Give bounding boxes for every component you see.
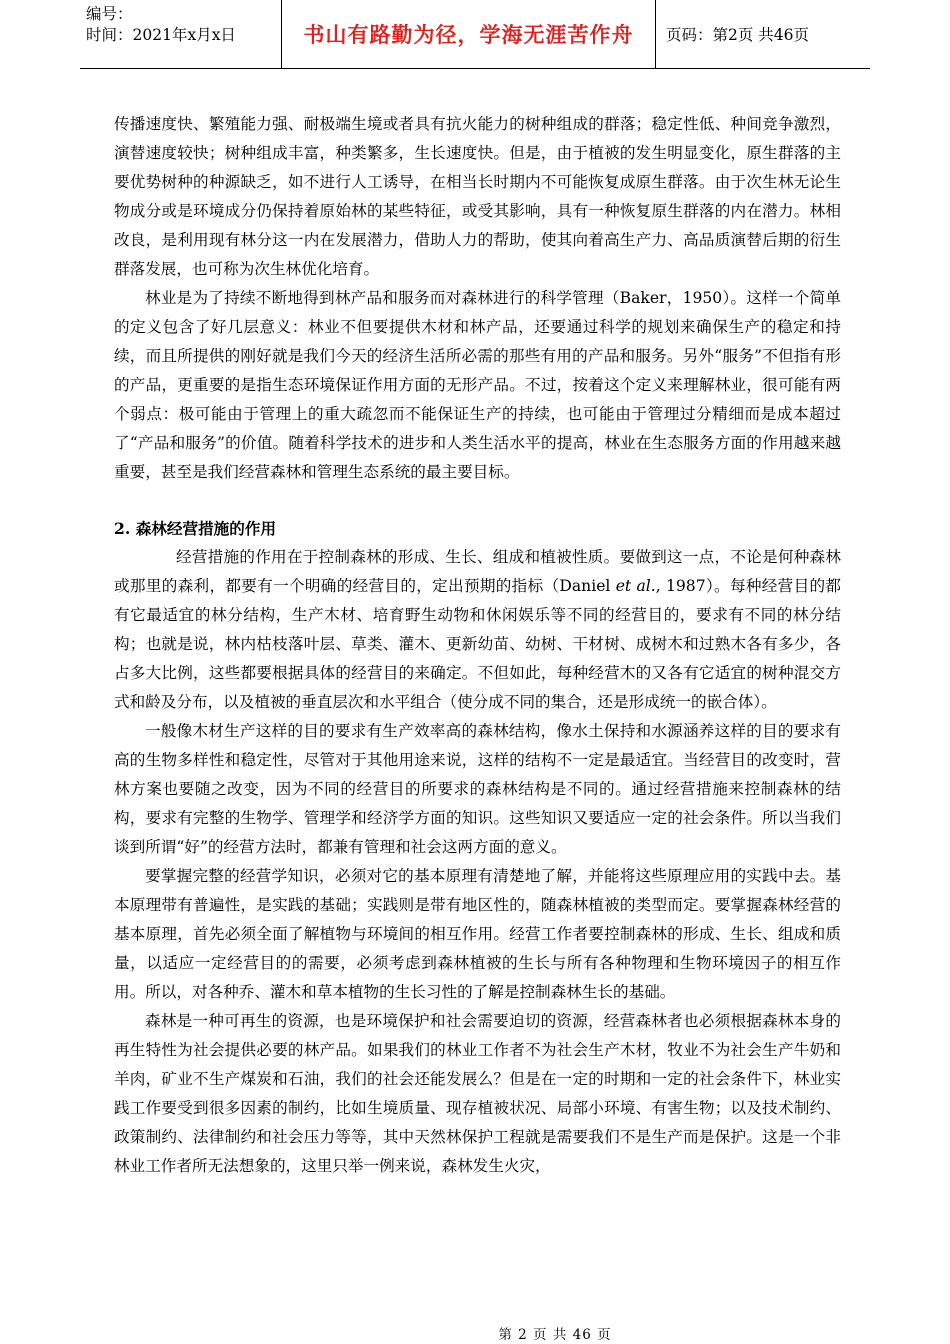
paragraph: 森林是一种可再生的资源，也是环境保护和社会需要迫切的资源，经营森林者也必须根据森林本身的再生特性为社会提供必要的林产品。如果我们的林业工作者不为社会生产木材，牧业不为社会生产牛奶和羊肉，矿业不生产煤炭和石油，我们的社会还能发展么？但是在一定的时期和一定的社会条件下，林业实践工作要受到很多因素的制约，比如生境质量、现存植被状况、局部小环境、有害生物；以及技术制约、政策制约、法律制约和社会压力等等，其中天然林保护工程就是需要我们不是生产而是保护。这是一个非林业工作者所无法想象的，这里只举一例来说，森林发生火灾， xyxy=(114,1012,841,1175)
paragraph: 一般像木材生产这样的目的要求有生产效率高的森林结构，像水土保持和水源涵养这样的目的要求有高的生物多样性和稳定性，尽管对于其他用途来说，这样的结构不一定是最适宜。当经营目的改变时，营林方案也要随之改变，因为不同的经营目的所要求的森林结构是不同的。通过经营措施来控制森林的结构，要求有完整的生物学、管理学和经济学方面的知识。这些知识又要适应一定的社会条件。所以当我们谈到所谓“好”的经营方法时，都兼有管理和社会这两方面的意义。 xyxy=(114,722,841,856)
page-footer: 第 2 页 共 46 页 xyxy=(498,1327,612,1343)
paragraph: 林业是为了持续不断地得到林产品和服务而对森林进行的科学管理（Baker，1950）。这样一个简单的定义包含了好几层意义：林业不但要提供木材和林产品，还要通过科学的规划来确保生产的稳定和持续，而且所提供的刚好就是我们今天的经济生活所必需的那些有用的产品和服务。另外“服务”不但指有形的产品，更重要的是指生态环境保证作用方面的无形产品。不过，按着这个定义来理解林业，很可能有两个弱点：极可能由于管理上的重大疏忽而不能保证生产的持续，也可能由于管理过分精细而是成本超过了“产品和服务”的价值。随着科学技术的进步和人类生活水平的提高，林业在生态服务方面的作用越来越重要，甚至是我们经营森林和管理生态系统的最主要目标。 xyxy=(114,289,841,481)
paragraph: 要掌握完整的经营学知识，必须对它的基本原理有清楚地了解，并能将这些原理应用的实践中去。基本原理带有普遍性，是实践的基础；实践则是带有地区性的，随森林植被的类型而定。要掌握森林经营的基本原理，首先必须全面了解植物与环境间的相互作用。经营工作者要控制森林的形成、生长、组成和质量，以适应一定经营目的的需要，必须考虑到森林植被的生长与所有各种物理和生物环境因子的相互作用。所以，对各种乔、灌木和草本植物的生长习性的了解是控制森林生长的基础。 xyxy=(114,867,841,1001)
header-motto: 书山有路勤为径，学海无涯苦作舟 xyxy=(282,0,656,68)
paragraph: 经营措施的作用在于控制森林的形成、生长、组成和植被性质。要做到这一点，不论是何种森林或那里的森利，都要有一个明确的经营目的，定出预期的指标（Daniel et al., 1987）。每种经营目的都有它最适宜的林分结构，生产木材、培育野生动物和休闲娱乐等不同的经营目的，要求有不同的林分结构；也就是说，林内枯枝落叶层、草类、灌木、更新幼苗、幼树、干材树、成树木和过熟木各有多少，各占多大比例，这些都要根据具体的经营目的来确定。不但如此，每种经营木的又各有它适宜的树种混交方式和龄及分布，以及植被的垂直层次和水平组合（使分成不同的集合，还是形成统一的嵌合体）。 xyxy=(114,548,841,711)
document-body xyxy=(114,110,841,1181)
paragraph: 传播速度快、繁殖能力强、耐极端生境或者具有抗火能力的树种组成的群落；稳定性低、种间竞争激烈，演替速度较快；树种组成丰富，种类繁多，生长速度快。但是，由于植被的发生明显变化，原生群落的主要优势树种的种源缺乏，如不进行人工诱导，在相当长时期内不可能恢复成原生群落。由于次生林无论生物成分或是环境成分仍保持着原始林的某些特征，或受其影响，具有一种恢复原生群落的内在潜力。林相改良，是利用现有林分这一内在发展潜力，借助人力的帮助，使其向着高生产力、高品质演替后期的衍生群落发展，也可称为次生林优化培育。 xyxy=(114,115,841,278)
document-number-label: 编号： xyxy=(86,5,133,23)
header-page-info: 页码：第2页 共46页 xyxy=(666,26,810,44)
page-header xyxy=(80,0,870,69)
header-meta xyxy=(80,0,282,68)
document-time: 时间：2021年x月x日 xyxy=(86,26,236,44)
section-heading: 2. 森林经营措施的作用 xyxy=(114,519,277,538)
